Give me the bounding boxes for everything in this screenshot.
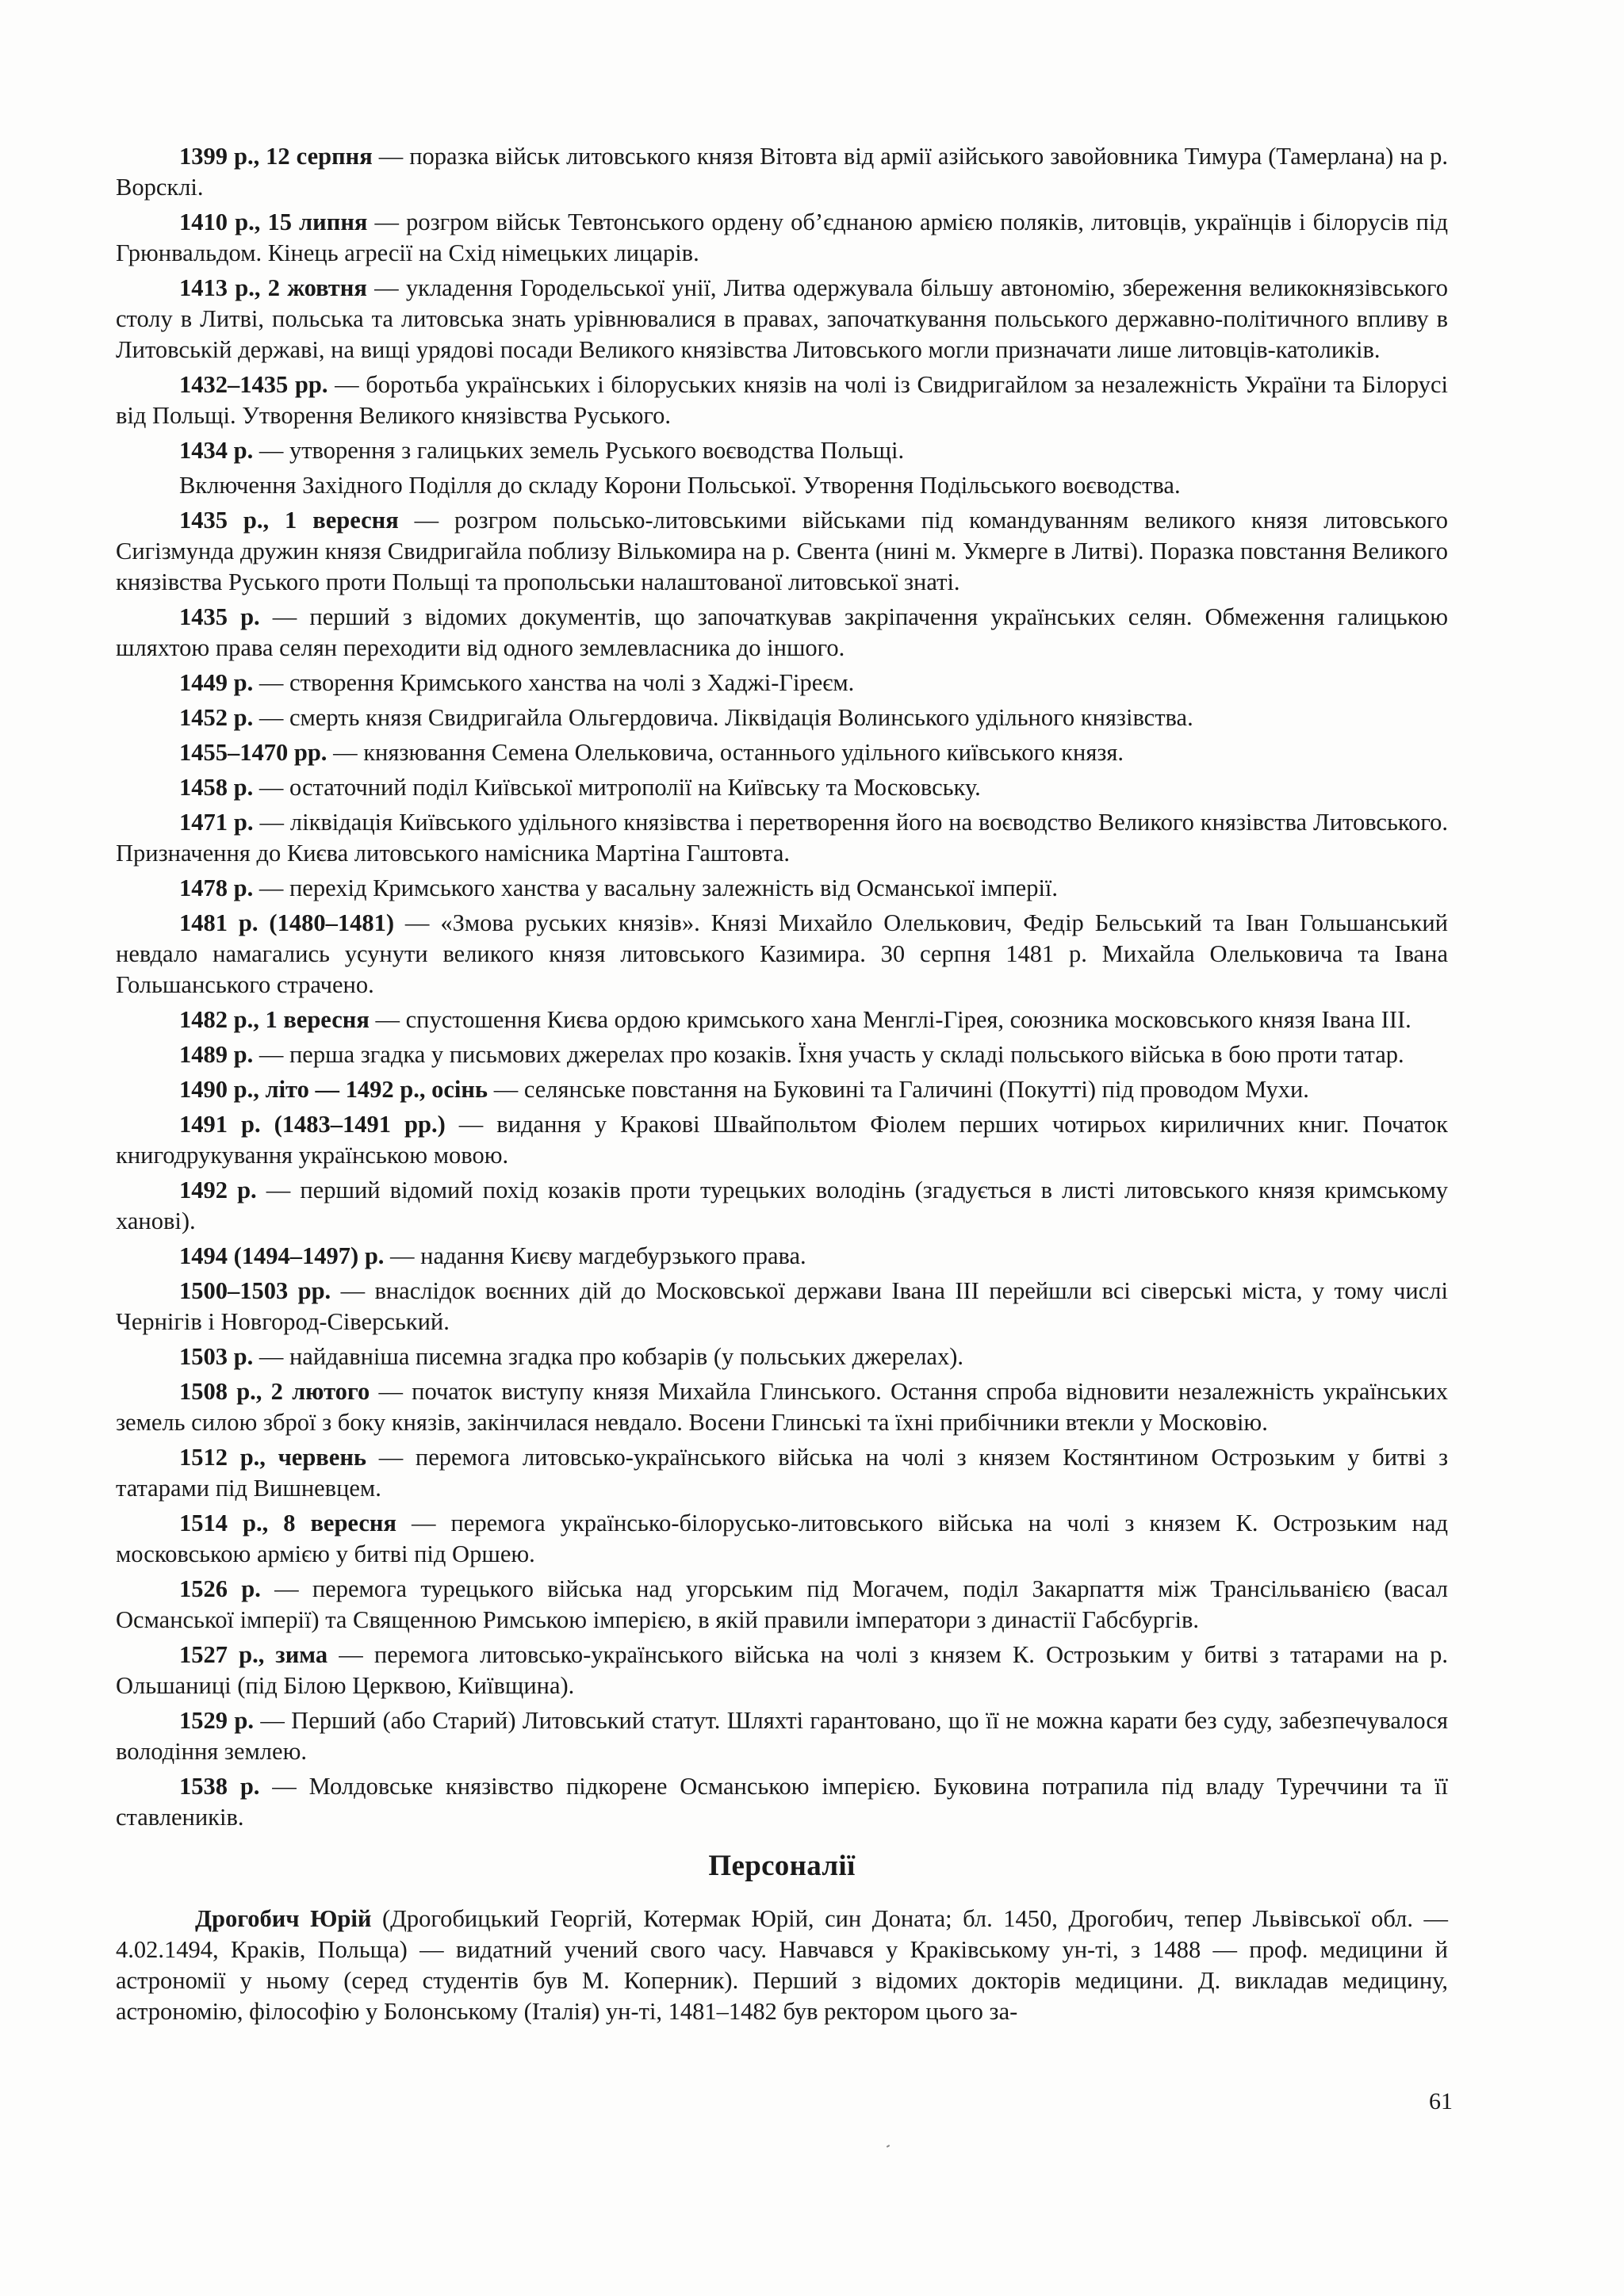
chronology-entry: [116, 1640, 1448, 1701]
chronology-entry: [116, 772, 1448, 803]
chronology-entry: [116, 435, 1448, 466]
entry-date: 1538 р.: [179, 1773, 260, 1800]
chronology-entry: [116, 1574, 1448, 1636]
page-number: 61: [1429, 2088, 1453, 2114]
entry-text: — перехід Кримського ханства у васальну залежність від Османської імперії.: [253, 874, 1059, 901]
chronology-entry: [116, 668, 1448, 698]
entry-text: — Перший (або Старий) Литовський статут. Шляхті гарантовано, що її не можна карати без суду, забезпечувалося володіння землею.: [116, 1707, 1448, 1765]
entry-date: 1489 р.: [179, 1041, 254, 1068]
entry-text: — Молдовське князівство підкорене Османською імперією. Буковина потрапила під владу Туреччини та її ставлеників.: [116, 1773, 1448, 1831]
chronology-entry: [116, 369, 1448, 431]
chronology-entry: [116, 1004, 1448, 1035]
chronology-entry: [116, 505, 1448, 598]
entry-text: — початок виступу князя Михайла Глинського. Остання спроба відновити незалежність українських земель силою зброї з боку князів, закінчилася невдало. Восени Глинські та їхні прибічники втекли у Московію.: [116, 1378, 1449, 1436]
entry-text: — ліквідація Київського удільного князівства і перетворення його на воєводство Великого князівства Литовського. Призначення до Києва литовського намісника Мартіна Гаштовта.: [116, 809, 1449, 867]
chronology-entry: [116, 141, 1448, 203]
chronology-entry: [116, 737, 1448, 768]
chronology-entry: [116, 1039, 1448, 1070]
entry-date: 1514 р., 8 вересня: [179, 1510, 396, 1536]
entry-text: — перемога турецького війська над угорським під Могачем, поділ Закарпаття між Трансільванією (васал Османської імперії) та Священною Римською імперією, в якій правили імператори з династії Габсбургів.: [116, 1575, 1448, 1633]
entry-text: — остаточний поділ Київської митрополії на Київську та Московську.: [253, 774, 981, 801]
entry-date: 1399 р., 12 серпня: [179, 143, 373, 170]
entry-date: 1481 р. (1480–1481): [179, 909, 394, 936]
entry-date: 1494 (1494–1497) р.: [179, 1242, 385, 1269]
chronology-entry: [116, 1771, 1448, 1833]
entry-date: 1503 р.: [179, 1343, 254, 1370]
entry-text: — боротьба українських і білоруських князів на чолі із Свидригайлом за незалежність України та Білорусі від Польщі. Утворення Великого князівства Руського.: [116, 371, 1448, 429]
entry-date: 1432–1435 рр.: [179, 371, 328, 398]
entry-text: — перемога литовсько-українського війська на чолі з князем Костянтином Острозьким у битві з татарами під Вишневцем.: [116, 1444, 1448, 1502]
entry-date: 1458 р.: [179, 774, 254, 801]
entry-text: — спустошення Києва ордою кримського хана Менглі-Гірея, союзника московського князя Івана III.: [369, 1006, 1411, 1033]
entry-text: — перша згадка у письмових джерелах про козаків. Їхня участь у складі польського війська в бою проти татар.: [253, 1041, 1404, 1068]
chronology-entry: [116, 1508, 1448, 1570]
chronology-entry: [116, 873, 1448, 904]
entry-text: — створення Кримського ханства на чолі з Хаджі-Гіреєм.: [253, 669, 855, 696]
entry-text: — перемога литовсько-українського війська на чолі з князем К. Острозьким у битві з татарами на р. Ольшаниці (під Білою Церквою, Київщина).: [116, 1641, 1449, 1699]
entry-text: — перший відомий похід козаків проти турецьких володінь (згадується в листі литовського князя кримському ханові).: [116, 1177, 1448, 1234]
chronology-entry: [116, 1175, 1448, 1237]
entry-text: — розгром польсько-литовськими військами під командуванням великого князя литовського Сигізмунда дружин князя Свидригайла поблизу Вількомира на р. Свента (нині м. Укмерге в Литві). Поразка повстання Великого князівства Руського проти Польщі та пропольськи налаштованої литовської знаті.: [116, 507, 1448, 595]
entry-date: 1434 р.: [179, 437, 254, 464]
entry-date: 1529 р.: [179, 1707, 254, 1734]
entry-date: 1492 р.: [179, 1177, 257, 1203]
chronology-entry: [116, 1341, 1448, 1372]
section-heading: Персоналії: [708, 1850, 856, 1882]
chronology-list: [116, 141, 1448, 1833]
page-content: [116, 141, 1448, 2027]
entry-date: 1527 р., зима: [179, 1641, 328, 1668]
chronology-entry: [116, 207, 1448, 269]
entry-date: 1478 р.: [179, 874, 254, 901]
entry-text: — розгром військ Тевтонського ордену об’єднаною армією поляків, литовців, українців і білорусів під Грюнвальдом. Кінець агресії на Схід німецьких лицарів.: [116, 209, 1448, 266]
chronology-entry: [116, 807, 1448, 869]
entry-text: — надання Києву магдебурзького права.: [384, 1242, 806, 1269]
entry-text: — смерть князя Свидригайла Ольгердовича. Ліквідація Волинського удільного князівства.: [253, 704, 1193, 731]
entry-text: — селянське повстання на Буковині та Галичині (Покутті) під проводом Мухи.: [488, 1076, 1309, 1103]
entry-date: 1452 р.: [179, 704, 254, 731]
entry-text: — укладення Городельської унії, Литва одержувала більшу автономію, збереження великокнязівського столу в Литві, польська та литовська знать урівнювалися в правах, започаткування польського державно-політичного впливу в Литовській державі, на вищі урядові посади Великого князівства Литовського могли призначати лише литовців-католиків.: [116, 274, 1449, 363]
chronology-entry: [116, 702, 1448, 733]
entry-text: — перший з відомих документів, що започаткував закріпачення українських селян. Обмеження галицькою шляхтою права селян переходити від одного землевласника до іншого.: [116, 603, 1448, 661]
entry-date: 1413 р., 2 жовтня: [179, 274, 367, 301]
chronology-entry: [116, 908, 1448, 1001]
person-name: Дрогобич Юрій: [195, 1905, 372, 1932]
entry-date: 1449 р.: [179, 669, 254, 696]
chronology-entry: [116, 602, 1448, 664]
entry-text: — внаслідок воєнних дій до Московської держави Івана III перейшли всі сіверські міста, у тому числі Чернігів і Новгород-Сіверський.: [116, 1277, 1448, 1335]
chronology-entry: [116, 1074, 1448, 1105]
entry-date: 1455–1470 рр.: [179, 739, 327, 766]
personalia-entry: [116, 1904, 1448, 2027]
chronology-entry: [116, 1442, 1448, 1504]
chronology-entry: [116, 1241, 1448, 1272]
chronology-entry: [116, 470, 1448, 501]
person-description: (Дрогобицький Георгій, Котермак Юрій, син Доната; бл. 1450, Дрогобич, тепер Львівської обл. — 4.02.1494, Краків, Польща) — видатний учений свого часу. Навчався у Краківському ун-ті, з 1488 — проф. медицини й астрономії у ньому (серед студентів був М. Коперник). Перший з відомих докторів медицини. Д. викладав медицину, астрономію, філософію у Болонському (Італія) ун-ті, 1481–1482 був ректором цього за-: [116, 1905, 1449, 2025]
chronology-entry: [116, 1705, 1448, 1767]
entry-date: 1526 р.: [179, 1575, 261, 1602]
entry-text: — найдавніша писемна згадка про кобзарів (у польських джерелах).: [253, 1343, 963, 1370]
entry-date: 1500–1503 рр.: [179, 1277, 331, 1304]
entry-date: 1508 р., 2 лютого: [179, 1378, 370, 1405]
entry-date: 1410 р., 15 липня: [179, 209, 368, 235]
chronology-entry: [116, 273, 1448, 365]
entry-date: 1490 р., літо — 1492 р., осінь: [179, 1076, 488, 1103]
entry-date: 1491 р. (1483–1491 рр.): [179, 1111, 446, 1138]
entry-date: 1512 р., червень: [179, 1444, 367, 1471]
entry-text: — утворення з галицьких земель Руського воєводства Польщі.: [253, 437, 905, 464]
scan-speck: [887, 2145, 890, 2148]
entry-text: — «Змова руських князів». Князі Михайло Олелькович, Федір Бельський та Іван Гольшанський невдало намагались усунути великого князя литовського Казимира. 30 серпня 1481 р. Михайла Олельковича та Івана Гольшанського страчено.: [116, 909, 1449, 998]
entry-text: — перемога українсько-білорусько-литовського війська на чолі з князем К. Острозьким над московською армією у битві під Оршею.: [116, 1510, 1448, 1567]
entry-text: — видання у Кракові Швайпольтом Фіолем перших чотирьох кириличних книг. Початок книгодрукування українською мовою.: [116, 1111, 1448, 1169]
entry-date: 1482 р., 1 вересня: [179, 1006, 370, 1033]
entry-date: 1435 р.: [179, 603, 260, 630]
entry-date: 1471 р.: [179, 809, 254, 836]
entry-text: — князювання Семена Олельковича, останнього удільного київського князя.: [327, 739, 1124, 766]
entry-date: 1435 р., 1 вересня: [179, 507, 399, 534]
chronology-entry: [116, 1276, 1448, 1337]
entry-text: Включення Західного Поділля до складу Корони Польської. Утворення Подільського воєводства.: [179, 472, 1181, 499]
chronology-entry: [116, 1376, 1448, 1438]
chronology-entry: [116, 1109, 1448, 1171]
entry-text: — поразка військ литовського князя Вітовта від армії азійського завойовника Тимура (Тамерлана) на р. Ворсклі.: [116, 143, 1448, 201]
